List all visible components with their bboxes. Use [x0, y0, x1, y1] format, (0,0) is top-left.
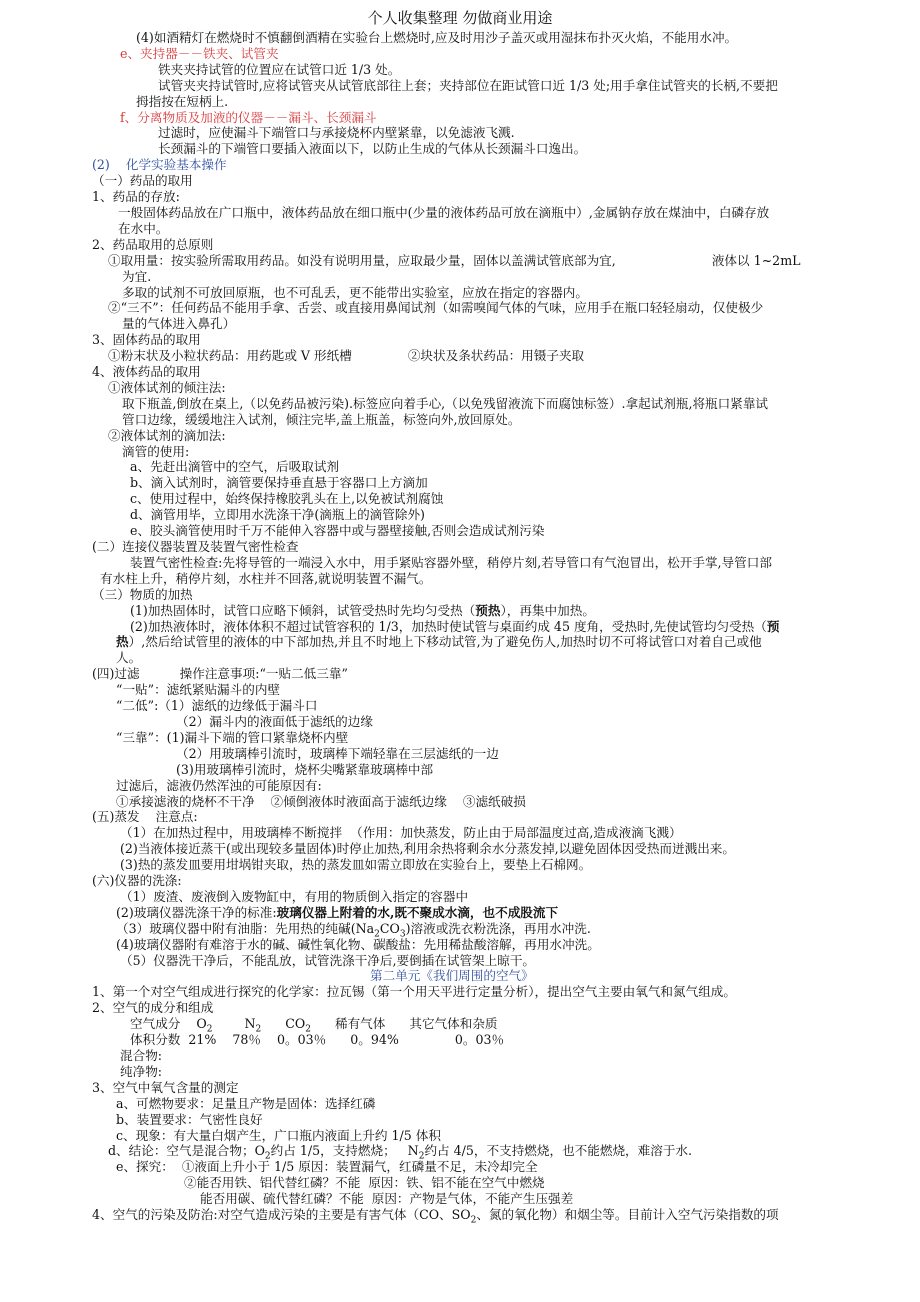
text-line: 拇指按在短柄上.: [136, 93, 229, 109]
text-line: d、滴管用毕，立即用水洗涤干净(滴瓶上的滴管除外): [130, 507, 425, 523]
text-line: “二低”:（1）滤纸的边缘低于漏斗口: [116, 698, 318, 714]
text-line: 2、空气的成分和组成: [92, 1000, 214, 1016]
text-line: c、使用过程中，始终保持橡胶乳头在上,以免被试剂腐蚀: [130, 491, 444, 507]
text-line: （1）在加热过程中，用玻璃棒不断搅拌 （作用：加快蒸发，防止由于局部温度过高,造成液滴飞溅）: [120, 825, 682, 841]
text-line: “三靠”：(1)漏斗下端的管口紧靠烧杯内壁: [116, 729, 349, 745]
text-line: （1）废渣、废液倒入废物缸中，有用的物质倒入指定的容器中: [120, 888, 469, 904]
text-line: e、夹持器－－铁夹、试管夹: [120, 45, 279, 61]
text-line: e、探究： ①液面上升小于 1/5 原因：装置漏气，红磷量不足，未冷却完全: [116, 1159, 538, 1175]
text-line: 在水中。: [118, 220, 169, 236]
text-line: （三）物质的加热: [92, 586, 193, 602]
text-line: 试管夹夹持试管时,应将试管夹从试管底部往上套；夹持部位在距试管口近 1/3 处;用手拿住试管夹的长柄,不要把: [158, 77, 778, 93]
text-line: (4)如酒精灯在燃烧时不慎翻倒酒精在实验台上燃烧时,应及时用沙子盖灭或用湿抹布扑灭火焰，不能用水冲。: [136, 30, 738, 45]
text-line: 多取的试剂不可放回原瓶，也不可乱丢，更不能带出实验室，应放在指定的容器内。: [122, 284, 588, 300]
text-line: ②液体试剂的滴加法:: [108, 427, 226, 443]
text-line: 1、第一个对空气组成进行探究的化学家：拉瓦锡（第一个用天平进行定量分析），提出空气主要由氧气和氮气组成。: [92, 984, 736, 1000]
page-header: 个人收集整理 勿做商业用途: [367, 9, 553, 27]
text-line: (4)玻璃仪器附有难溶于水的碱、碱性氧化物、碳酸盐：先用稀盐酸溶解，再用水冲洗。: [116, 936, 600, 952]
text-line: (六)仪器的洗涤:: [92, 873, 182, 889]
text-line: 4、液体药品的取用: [92, 364, 201, 380]
text-line: 纯净物:: [120, 1063, 163, 1079]
text-line: 为宜.: [122, 268, 152, 284]
text-line: (3)热的蒸发皿要用坩埚钳夹取，热的蒸发皿如需立即放在实验台上，要垫上石棉网。: [120, 857, 592, 873]
text-line: 人。: [116, 650, 142, 666]
text-line: ②“三不”：任何药品不能用手拿、舌尝、或直接用鼻闻试剂（如需嗅闻气体的气味，应用手在瓶口轻轻扇动，仅使极少: [108, 300, 764, 316]
text-line: 能否用碳、硫代替红磷？不能 原因：产物是气体，不能产生压强差: [200, 1191, 574, 1207]
document-body: [0, 30, 920, 1226]
text-line: (1)加热固体时，试管口应略下倾斜，试管受热时先均匀受热（预热），再集中加热。: [130, 602, 595, 618]
text-line: 管口边缘，缓缓地注入试剂，倾注完毕,盖上瓶盖，标签向外,放回原处。: [122, 411, 521, 427]
text-line: 3、空气中氧气含量的测定: [92, 1079, 239, 1095]
text-line: “一贴”：滤纸紧贴漏斗的内壁: [116, 682, 281, 698]
text-line: （5）仪器洗干净后，不能乱放，试管洗涤干净后,要倒插在试管架上晾干。: [120, 952, 536, 968]
text-line: 铁夹夹持试管的位置应在试管口近 1/3 处。: [158, 61, 401, 77]
text-line: (2)玻璃仪器洗涤干净的标准:玻璃仪器上附着的水,既不聚成水滴，也不成股流下: [116, 904, 559, 920]
text-line: a、先赶出滴管中的空气，后吸取试剂: [130, 459, 340, 475]
text-line: ①取用量：按实验所需取用药品。如没有说明用量，应取最少量，固体以盖满试管底部为宜, 液体以 1~2mL: [108, 252, 801, 268]
text-line: 取下瓶盖,倒放在桌上,（以免药品被污染).标签应向着手心,（以免残留液流下而腐蚀标签）.拿起试剂瓶,将瓶口紧靠试: [122, 395, 769, 411]
text-line: 2、药品取用的总原则: [92, 236, 214, 252]
text-line: (2) 化学实验基本操作: [92, 157, 227, 173]
text-line: 有水柱上升，稍停片刻，水柱并不回落,就说明装置不漏气。: [100, 570, 432, 586]
text-line: （2）漏斗内的液面低于滤纸的边缘: [176, 713, 373, 729]
text-line: 3、固体药品的取用: [92, 332, 201, 348]
text-line: (四)过滤 操作注意事项:“一贴二低三靠”: [92, 666, 348, 682]
text-line: b、滴入试剂时，滴管要保持垂直悬于容器口上方滴加: [130, 475, 428, 491]
text-line: 量的气体进入鼻孔）: [122, 316, 236, 332]
text-line: ①承接滤液的烧杯不干净 ②倾倒液体时液面高于滤纸边缘 ③滤纸破损: [116, 793, 526, 809]
text-line: ②能否用铁、铝代替红磷？不能 原因：铁、铝不能在空气中燃烧: [184, 1175, 545, 1191]
text-line: (2)加热液体时，液体体积不超过试管容积的 1/3，加热时使试管与桌面约成 45 度角，受热时,先使试管均匀受热（预: [130, 618, 780, 634]
text-line: （2）用玻璃棒引流时，玻璃棒下端轻靠在三层滤纸的一边: [176, 745, 499, 761]
text-line: e、胶头滴管使用时千万不能伸入容器中或与器壁接触,否则会造成试剂污染: [130, 523, 545, 539]
text-line: 4、空气的污染及防治:对空气造成污染的主要是有害气体（CO、$SO_2$、氮的氧化物）和烟尘等。目前计入空气污染指数的项: [92, 1207, 779, 1226]
text-line: （一）药品的取用: [92, 173, 193, 189]
text-line: 第二单元《我们周围的空气》: [370, 968, 534, 984]
text-line: 过滤时，应使漏斗下端管口与承接烧杯内壁紧靠，以免滤液飞溅.: [158, 125, 515, 141]
text-line: c、现象：有大量白烟产生，广口瓶内液面上升约 1/5 体积: [116, 1127, 441, 1143]
text-line: a、可燃物要求：足量且产物是固体：选择红磷: [116, 1095, 376, 1111]
text-line: ①液体试剂的倾注法:: [108, 379, 226, 395]
text-line: b、装置要求：气密性良好: [116, 1111, 263, 1127]
text-line: 空气成分 $O_2$ $N_2$ $CO_2$ 稀有气体 其它气体和杂质: [130, 1016, 498, 1035]
text-line: （3）玻璃仪器中附有油脂：先用热的纯碱$(Na_2CO_3)$溶液或洗衣粉洗涤，再用水冲洗.: [116, 920, 591, 940]
text-line: ①粉末状及小粒状药品：用药匙或 V 形纸槽 ②块状及条状药品：用镊子夹取: [108, 348, 585, 364]
text-line: (二）连接仪器装置及装置气密性检查: [92, 539, 299, 554]
text-line: 混合物:: [120, 1048, 163, 1063]
text-line: 体积分数 21% 78％ 0。03％ 0。94% 0。03％: [130, 1032, 505, 1048]
text-line: (2)当液体接近蒸干(或出现较多量固体)时停止加热,利用余热将剩余水分蒸发掉,以避免固体因受热而迸溅出来。: [120, 841, 735, 857]
text-line: 一般固体药品放在广口瓶中，液体药品放在细口瓶中(少量的液体药品可放在滴瓶中）,金属钠存放在煤油中，白磷存放: [118, 204, 770, 220]
text-line: 1、药品的存放:: [92, 189, 180, 205]
text-line: 滴管的使用:: [122, 443, 190, 459]
text-line: f、分离物质及加液的仪器－－漏斗、长颈漏斗: [120, 109, 377, 125]
text-line: d、结论：空气是混合物；$O_2$约占 1/5，支持燃烧； $N_2$约占 4/5，不支持燃烧，也不能燃烧，难溶于水.: [108, 1143, 693, 1162]
text-line: 热）,然后给试管里的液体的中下部加热,并且不时地上下移动试管,为了避免伤人,加热时切不可将试管口对着自己或他: [116, 634, 762, 650]
text-line: 长颈漏斗的下端管口要插入液面以下，以防止生成的气体从长颈漏斗口逸出。: [158, 141, 587, 157]
text-line: 装置气密性检查:先将导管的一端浸入水中，用手紧贴容器外壁，稍停片刻,若导管口有气泡冒出，松开手掌,导管口部: [130, 554, 772, 570]
text-line: 过滤后，滤液仍然浑浊的可能原因有:: [116, 777, 322, 793]
text-line: (五)蒸发 注意点:: [92, 809, 198, 825]
text-line: (3)用玻璃棒引流时，烧杯尖嘴紧靠玻璃棒中部: [176, 761, 434, 777]
